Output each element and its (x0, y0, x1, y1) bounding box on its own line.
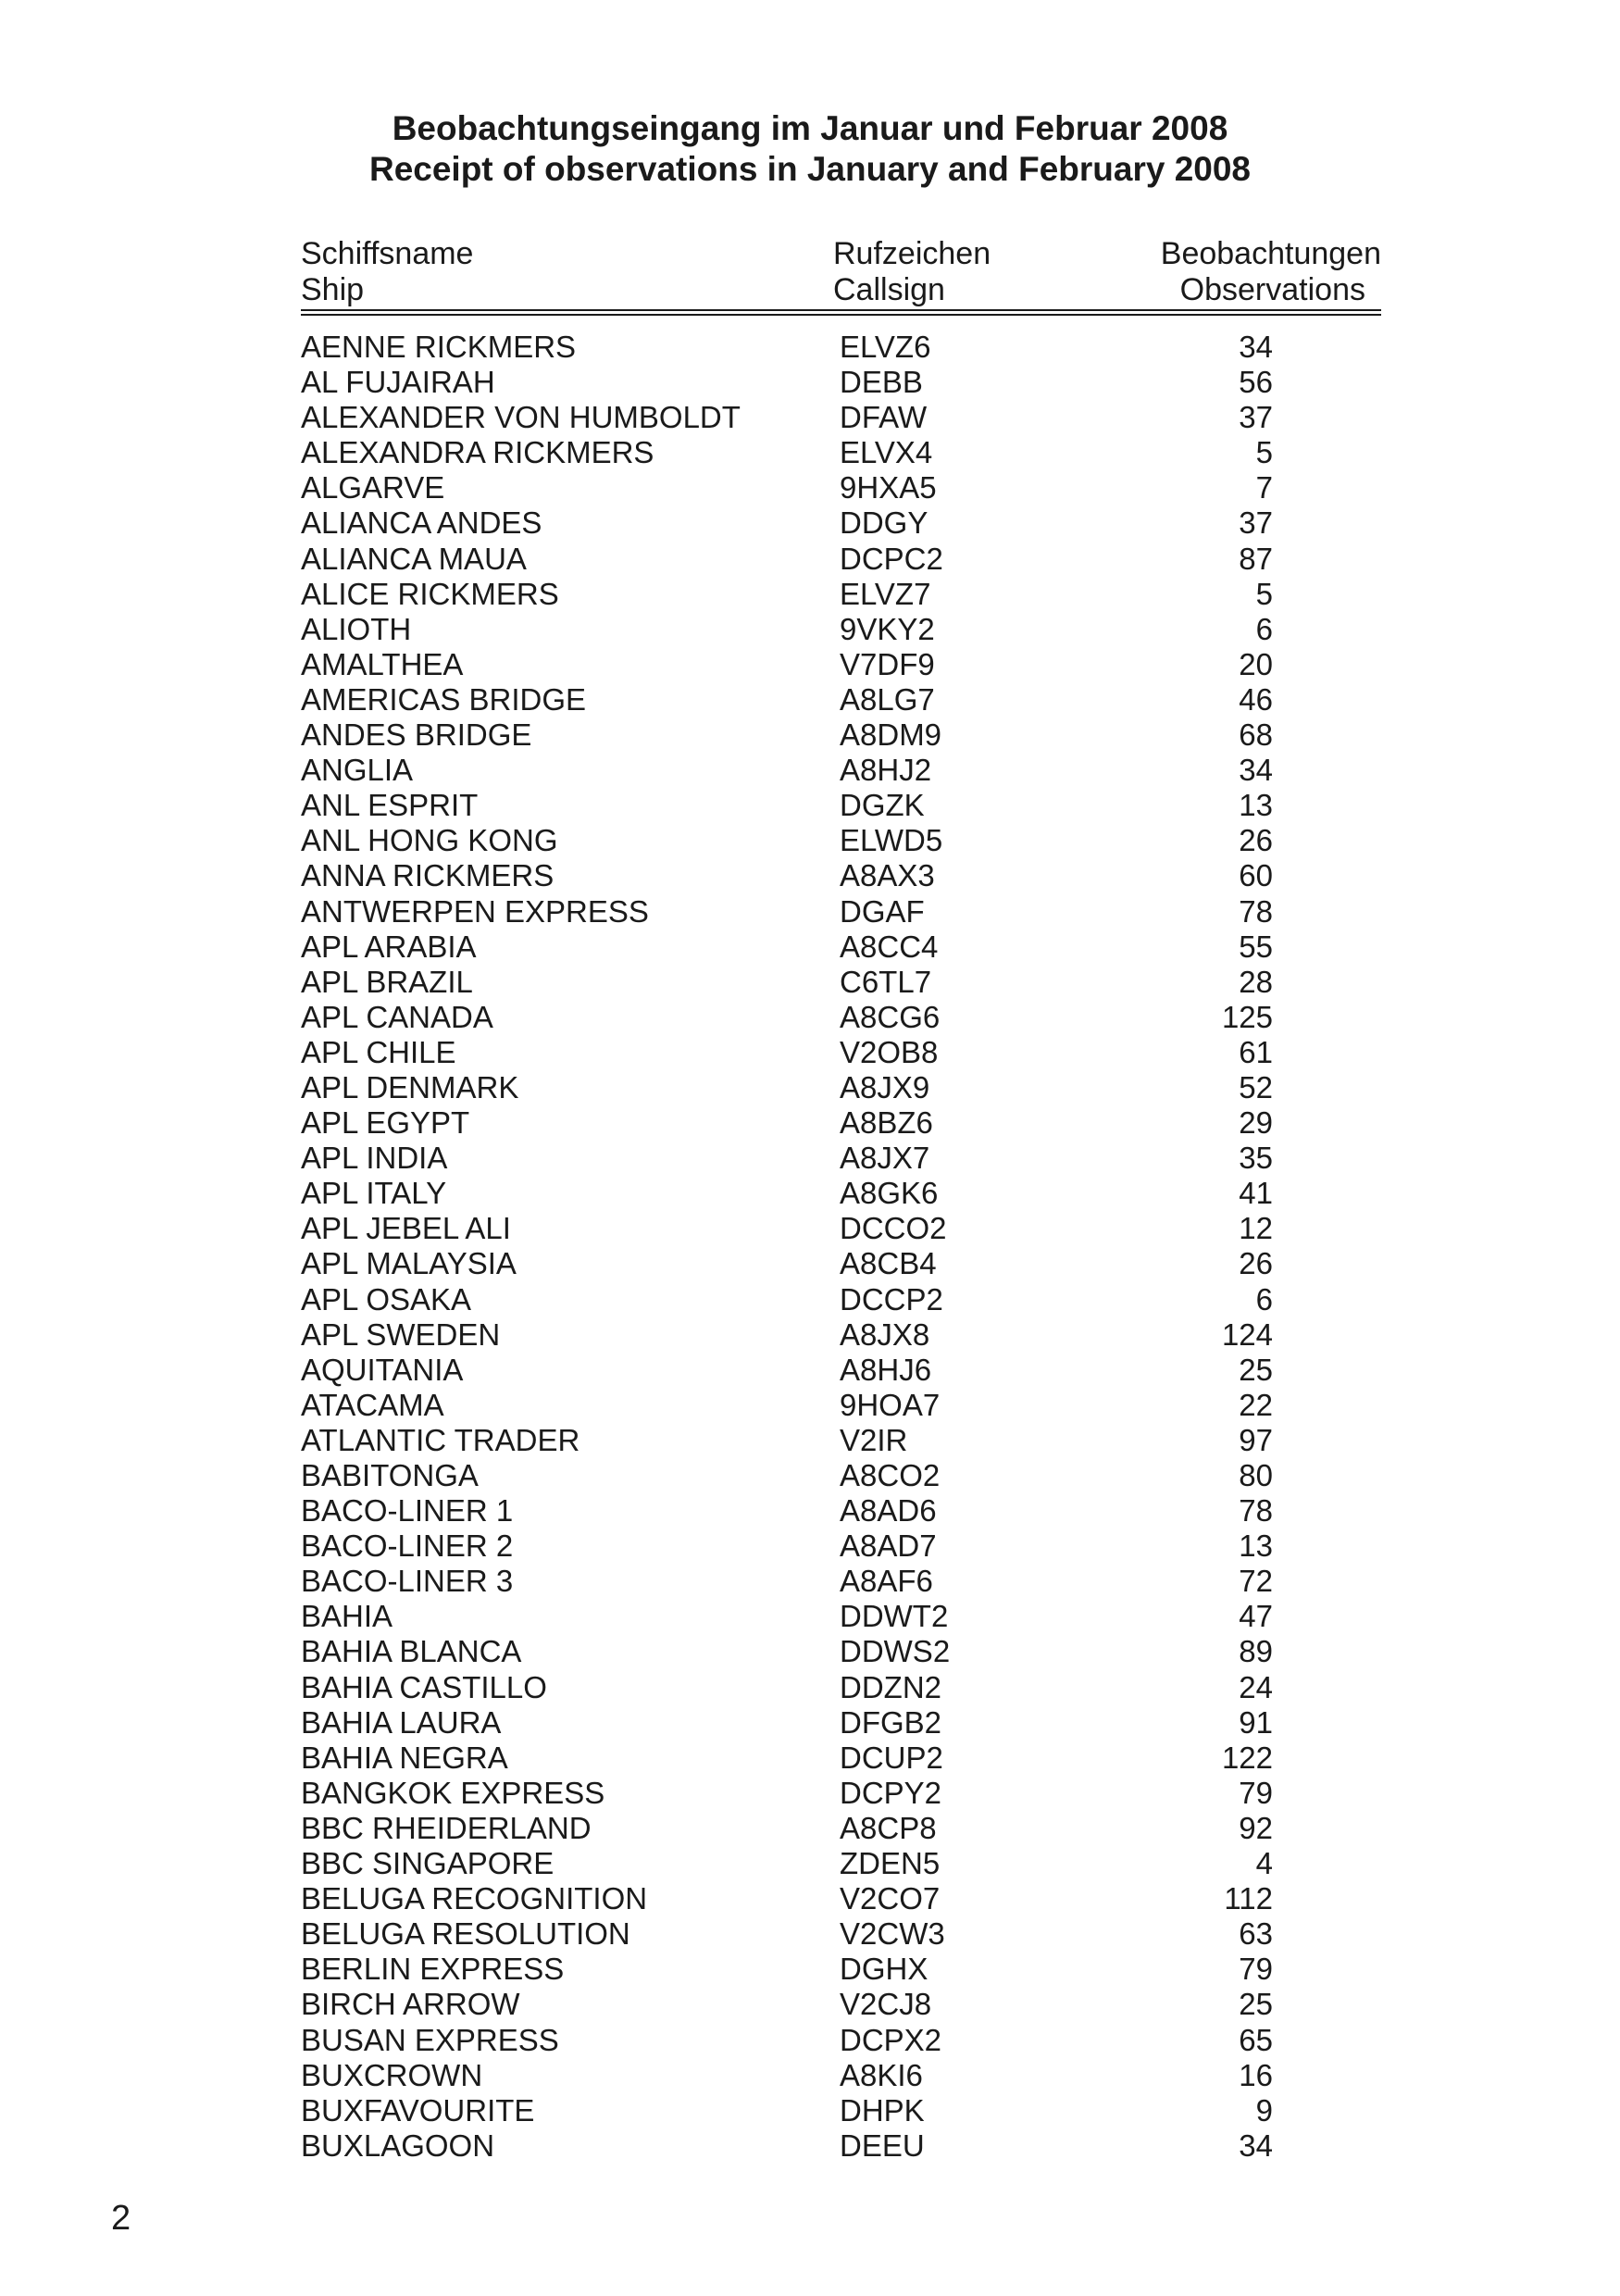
callsign: ELWD5 (840, 823, 943, 858)
observation-count: 61 (1239, 1034, 1273, 1069)
ship-name: ANTWERPEN EXPRESS (301, 893, 649, 929)
callsign: A8LG7 (840, 681, 935, 717)
header-callsign-en: Callsign (833, 272, 945, 307)
header-observations-en: Observations (1179, 272, 1365, 307)
observation-count: 16 (1239, 2057, 1273, 2092)
observation-count: 13 (1239, 1529, 1273, 1564)
table-row (0, 505, 1620, 541)
table-row (0, 647, 1620, 682)
callsign: A8HJ6 (840, 1352, 932, 1387)
ship-name: BBC RHEIDERLAND (301, 1810, 592, 1845)
ship-name: BUXLAGOON (301, 2128, 495, 2163)
ship-name: ANL HONG KONG (301, 823, 558, 858)
table-row (0, 1176, 1620, 1211)
observation-count: 6 (1255, 1281, 1273, 1316)
callsign: 9VKY2 (840, 611, 935, 646)
table-row (0, 1952, 1620, 1987)
observation-count: 89 (1239, 1634, 1273, 1669)
callsign: DCPX2 (840, 2022, 942, 2057)
callsign: 9HOA7 (840, 1387, 941, 1422)
ship-name: ANGLIA (301, 753, 414, 788)
observation-count: 5 (1255, 435, 1273, 470)
callsign: DGZK (840, 788, 925, 823)
ship-name: APL DENMARK (301, 1069, 519, 1104)
callsign: A8CP8 (840, 1810, 937, 1845)
callsign: DCPC2 (840, 541, 943, 576)
observation-count: 37 (1239, 505, 1273, 541)
observation-count: 63 (1239, 1916, 1273, 1952)
observation-count: 24 (1239, 1669, 1273, 1704)
observation-count: 46 (1239, 681, 1273, 717)
table-row (0, 788, 1620, 823)
header-ship-en: Ship (301, 272, 365, 307)
table-row (0, 1317, 1620, 1353)
callsign: DDWT2 (840, 1599, 949, 1634)
ship-name: BBC SINGAPORE (301, 1846, 555, 1881)
observation-count: 26 (1239, 1246, 1273, 1281)
callsign: DCUP2 (840, 1740, 943, 1775)
observation-count: 37 (1239, 400, 1273, 435)
ship-name: BUXCROWN (301, 2057, 483, 2092)
callsign: A8KI6 (840, 2057, 923, 2092)
ship-name: ALEXANDRA RICKMERS (301, 435, 654, 470)
callsign: ELVX4 (840, 435, 933, 470)
table-row (0, 1811, 1620, 1846)
table-row (0, 1211, 1620, 1246)
ship-name: AL FUJAIRAH (301, 365, 495, 400)
ship-name: APL EGYPT (301, 1105, 470, 1141)
observation-count: 79 (1239, 1952, 1273, 1987)
observation-count: 125 (1221, 999, 1273, 1034)
table-row (0, 1599, 1620, 1634)
table-row (0, 2058, 1620, 2093)
observation-count: 25 (1239, 1352, 1273, 1387)
observation-count: 28 (1239, 964, 1273, 999)
ship-name: ANL ESPRIT (301, 788, 479, 823)
observation-count: 34 (1239, 330, 1273, 364)
header-ship-de: Schiffsname (301, 236, 474, 271)
observation-count: 78 (1239, 893, 1273, 929)
callsign: DCCO2 (840, 1211, 947, 1246)
table-row (0, 1705, 1620, 1741)
ship-name: ALEXANDER VON HUMBOLDT (301, 400, 741, 435)
table-row (0, 965, 1620, 1000)
table-row (0, 1916, 1620, 1952)
table-row (0, 330, 1620, 365)
callsign: A8AD6 (840, 1493, 937, 1529)
table-row (0, 1634, 1620, 1669)
observation-count: 112 (1224, 1881, 1273, 1916)
callsign: DGAF (840, 893, 925, 929)
table-row (0, 1353, 1620, 1388)
ship-name: ALGARVE (301, 470, 445, 505)
observation-count: 22 (1239, 1387, 1273, 1422)
ship-name: ATACAMA (301, 1387, 444, 1422)
observation-count: 4 (1255, 1846, 1273, 1881)
observation-count: 80 (1239, 1458, 1273, 1492)
ship-name: ALICE RICKMERS (301, 576, 559, 611)
callsign: DFAW (840, 400, 928, 435)
table-row (0, 1035, 1620, 1070)
header-divider-bottom (301, 314, 1381, 316)
callsign: A8CB4 (840, 1246, 937, 1281)
table-row (0, 1000, 1620, 1035)
callsign: A8BZ6 (840, 1105, 933, 1141)
observation-count: 91 (1239, 1704, 1273, 1740)
callsign: A8CO2 (840, 1458, 941, 1492)
observation-count: 41 (1239, 1176, 1273, 1211)
table-row (0, 577, 1620, 612)
callsign: DGHX (840, 1952, 928, 1987)
callsign: DHPK (840, 2092, 925, 2128)
ship-name: BAHIA (301, 1599, 393, 1634)
callsign: A8JX7 (840, 1141, 930, 1176)
header-observations-de: Beobachtungen (1160, 236, 1381, 271)
observation-count: 29 (1239, 1105, 1273, 1141)
ship-name: BAHIA BLANCA (301, 1634, 522, 1669)
table-row (0, 858, 1620, 893)
table-row (0, 542, 1620, 577)
table-row (0, 1388, 1620, 1423)
callsign: V7DF9 (840, 646, 935, 681)
table-row (0, 2128, 1620, 2164)
table-row (0, 823, 1620, 858)
ship-name: AQUITANIA (301, 1352, 464, 1387)
observation-count: 65 (1239, 2022, 1273, 2057)
observation-count: 20 (1239, 646, 1273, 681)
ship-name: BAHIA LAURA (301, 1704, 502, 1740)
observation-count: 72 (1239, 1564, 1273, 1599)
table-row (0, 1987, 1620, 2022)
callsign: A8DM9 (840, 718, 942, 753)
observation-count: 34 (1239, 2128, 1273, 2163)
callsign: DEEU (840, 2128, 925, 2163)
callsign: 9HXA5 (840, 470, 937, 505)
callsign: A8AD7 (840, 1529, 937, 1564)
ship-name: BUSAN EXPRESS (301, 2022, 559, 2057)
observation-count: 52 (1239, 1069, 1273, 1104)
table-row (0, 1423, 1620, 1458)
callsign: A8HJ2 (840, 753, 932, 788)
callsign: DDWS2 (840, 1634, 951, 1669)
observation-count: 26 (1239, 823, 1273, 858)
observation-count: 60 (1239, 858, 1273, 893)
observation-count: 13 (1239, 788, 1273, 823)
callsign: V2OB8 (840, 1034, 939, 1069)
ship-name: BACO-LINER 3 (301, 1564, 514, 1599)
callsign: DCPY2 (840, 1775, 942, 1810)
ship-name: APL MALAYSIA (301, 1246, 517, 1281)
table-row (0, 1776, 1620, 1811)
table-row (0, 1741, 1620, 1776)
callsign: A8JX8 (840, 1316, 930, 1352)
observation-count: 68 (1239, 718, 1273, 753)
ship-name: ALIANCA ANDES (301, 505, 542, 541)
table-row (0, 1881, 1620, 1916)
callsign: A8AX3 (840, 858, 935, 893)
callsign: A8GK6 (840, 1176, 939, 1211)
observation-count: 5 (1255, 576, 1273, 611)
callsign: ELVZ6 (840, 330, 931, 364)
observation-count: 7 (1255, 470, 1273, 505)
table-row (0, 682, 1620, 718)
observations-table (0, 330, 1620, 2164)
table-row (0, 894, 1620, 930)
ship-name: ANDES BRIDGE (301, 718, 532, 753)
table-row (0, 930, 1620, 965)
page-title-german: Beobachtungseingang im Januar und Februar 2008 (392, 109, 1228, 147)
ship-name: ALIANCA MAUA (301, 541, 527, 576)
callsign: C6TL7 (840, 964, 932, 999)
observation-count: 12 (1239, 1211, 1273, 1246)
ship-name: APL BRAZIL (301, 964, 473, 999)
table-row (0, 400, 1620, 435)
observation-count: 9 (1255, 2092, 1273, 2128)
table-row (0, 1105, 1620, 1141)
ship-name: APL CHILE (301, 1034, 456, 1069)
ship-name: APL CANADA (301, 999, 493, 1034)
table-row (0, 1246, 1620, 1281)
ship-name: AMALTHEA (301, 646, 464, 681)
ship-name: APL INDIA (301, 1141, 448, 1176)
page-number: 2 (111, 2199, 131, 2238)
table-row (0, 1670, 1620, 1705)
header-divider-top (301, 309, 1381, 311)
observation-count: 6 (1255, 611, 1273, 646)
table-row (0, 470, 1620, 505)
table-row (0, 1458, 1620, 1493)
header-callsign-de: Rufzeichen (833, 236, 991, 271)
callsign: DFGB2 (840, 1704, 942, 1740)
callsign: V2CW3 (840, 1916, 945, 1952)
observation-count: 56 (1239, 365, 1273, 400)
table-row (0, 753, 1620, 788)
callsign: V2CJ8 (840, 1987, 932, 2022)
callsign: ZDEN5 (840, 1846, 941, 1881)
observation-count: 78 (1239, 1493, 1273, 1529)
ship-name: AENNE RICKMERS (301, 330, 577, 364)
ship-name: APL JEBEL ALI (301, 1211, 511, 1246)
ship-name: APL ARABIA (301, 929, 477, 964)
table-row (0, 2093, 1620, 2128)
table-row (0, 612, 1620, 647)
table-row (0, 435, 1620, 470)
ship-name: BIRCH ARROW (301, 1987, 520, 2022)
callsign: A8AF6 (840, 1564, 933, 1599)
observation-count: 92 (1239, 1810, 1273, 1845)
ship-name: BACO-LINER 1 (301, 1493, 514, 1529)
ship-name: APL SWEDEN (301, 1316, 501, 1352)
ship-name: ANNA RICKMERS (301, 858, 555, 893)
ship-name: APL OSAKA (301, 1281, 472, 1316)
callsign: ELVZ7 (840, 576, 931, 611)
table-row (0, 1070, 1620, 1105)
table-row (0, 1141, 1620, 1176)
ship-name: ALIOTH (301, 611, 412, 646)
table-row (0, 718, 1620, 753)
observation-count: 124 (1221, 1316, 1273, 1352)
ship-name: BAHIA NEGRA (301, 1740, 508, 1775)
ship-name: APL ITALY (301, 1176, 447, 1211)
observation-count: 34 (1239, 753, 1273, 788)
ship-name: BANGKOK EXPRESS (301, 1775, 605, 1810)
callsign: A8CC4 (840, 929, 939, 964)
observation-count: 25 (1239, 1987, 1273, 2022)
callsign: DDGY (840, 505, 928, 541)
ship-name: BUXFAVOURITE (301, 2092, 535, 2128)
callsign: DEBB (840, 365, 923, 400)
table-row (0, 365, 1620, 400)
ship-name: BELUGA RECOGNITION (301, 1881, 648, 1916)
ship-name: ATLANTIC TRADER (301, 1422, 580, 1457)
callsign: V2IR (840, 1422, 908, 1457)
table-row (0, 2023, 1620, 2058)
table-row (0, 1564, 1620, 1599)
ship-name: BELUGA RESOLUTION (301, 1916, 630, 1952)
callsign: A8CG6 (840, 999, 941, 1034)
ship-name: BAHIA CASTILLO (301, 1669, 547, 1704)
observation-count: 55 (1239, 929, 1273, 964)
table-row (0, 1846, 1620, 1881)
callsign: A8JX9 (840, 1069, 930, 1104)
observation-count: 87 (1239, 541, 1273, 576)
ship-name: AMERICAS BRIDGE (301, 681, 587, 717)
observation-count: 122 (1221, 1740, 1273, 1775)
ship-name: BERLIN EXPRESS (301, 1952, 565, 1987)
ship-name: BABITONGA (301, 1458, 479, 1492)
table-row (0, 1282, 1620, 1317)
callsign: V2CO7 (840, 1881, 941, 1916)
observation-count: 79 (1239, 1775, 1273, 1810)
table-row (0, 1529, 1620, 1564)
callsign: DDZN2 (840, 1669, 942, 1704)
callsign: DCCP2 (840, 1281, 943, 1316)
observation-count: 47 (1239, 1599, 1273, 1634)
page-title-english: Receipt of observations in January and February 2008 (368, 150, 1252, 188)
table-row (0, 1493, 1620, 1529)
observation-count: 35 (1239, 1141, 1273, 1176)
ship-name: BACO-LINER 2 (301, 1529, 514, 1564)
observation-count: 97 (1239, 1422, 1273, 1457)
